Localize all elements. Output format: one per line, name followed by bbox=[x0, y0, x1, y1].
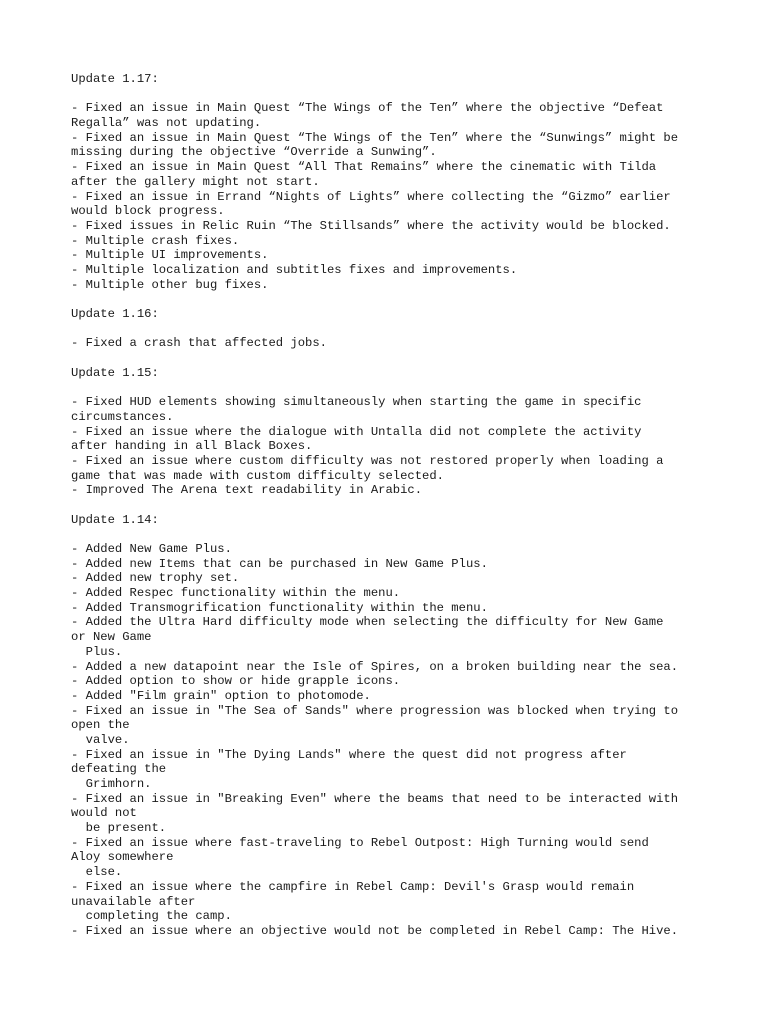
patch-note-line: open the bbox=[71, 718, 130, 733]
patch-note-line: - Multiple crash fixes. bbox=[71, 233, 240, 248]
update-section bbox=[71, 307, 751, 366]
update-sections bbox=[71, 72, 751, 939]
patch-note-line: - Multiple other bug fixes. bbox=[71, 277, 269, 292]
patch-note-line: Regalla” was not updating. bbox=[71, 116, 262, 131]
update-section bbox=[71, 366, 751, 513]
patch-note-line: - Added Respec functionality within the menu. bbox=[71, 586, 401, 601]
patch-note-line: game that was made with custom difficulty selected. bbox=[71, 468, 444, 483]
patch-note-line: - Fixed an issue in "Breaking Even" where the beams that need to be interacted with bbox=[71, 791, 679, 806]
patch-note-line: - Fixed an issue in "The Sea of Sands" where progression was blocked when trying to bbox=[71, 703, 679, 718]
patch-note-line: completing the camp. bbox=[71, 909, 232, 924]
patch-note-line: circumstances. bbox=[71, 409, 174, 424]
patch-note-line: - Added "Film grain" option to photomode. bbox=[71, 688, 371, 703]
patch-note-line: missing during the objective “Override a Sunwing”. bbox=[71, 145, 437, 160]
patch-note-line: after the gallery might not start. bbox=[71, 174, 320, 189]
patch-note-line: Aloy somewhere bbox=[71, 850, 174, 865]
patch-note-line: - Added the Ultra Hard difficulty mode when selecting the difficulty for New Game bbox=[71, 615, 664, 630]
update-heading: Update 1.14: bbox=[71, 512, 159, 527]
patch-note-line: Grimhorn. bbox=[71, 777, 152, 791]
patch-notes-document bbox=[71, 72, 751, 939]
patch-note-line: - Fixed an issue where the campfire in Rebel Camp: Devil's Grasp would remain bbox=[71, 879, 635, 894]
update-heading: Update 1.15: bbox=[71, 365, 159, 380]
patch-note-line: - Added new trophy set. bbox=[71, 571, 240, 586]
patch-note-line: - Added a new datapoint near the Isle of Spires, on a broken building near the sea. bbox=[71, 659, 679, 674]
patch-note-line: - Multiple localization and subtitles fixes and improvements. bbox=[71, 262, 518, 277]
patch-note-line: - Added option to show or hide grapple icons. bbox=[71, 674, 401, 689]
patch-note-line: would not bbox=[71, 806, 137, 821]
patch-note-line: - Fixed an issue where fast-traveling to Rebel Outpost: High Turning would send bbox=[71, 835, 649, 850]
patch-note-line: - Fixed issues in Relic Ruin “The Stillsands” where the activity would be blocked. bbox=[71, 218, 671, 233]
patch-note-line: - Added New Game Plus. bbox=[71, 542, 232, 556]
patch-note-line: be present. bbox=[71, 821, 167, 836]
update-heading: Update 1.17: bbox=[71, 72, 159, 86]
update-heading: Update 1.16: bbox=[71, 307, 159, 321]
patch-note-line: - Improved The Arena text readability in Arabic. bbox=[71, 483, 423, 498]
patch-note-line: - Fixed an issue in Main Quest “The Wings of the Ten” where the objective “Defeat bbox=[71, 101, 664, 116]
patch-note-line: - Fixed an issue in Errand “Nights of Lights” where collecting the “Gizmo” earlier bbox=[71, 189, 671, 204]
patch-note-line: - Fixed HUD elements showing simultaneously when starting the game in specific bbox=[71, 395, 642, 410]
patch-note-line: would block progress. bbox=[71, 204, 225, 219]
patch-note-line: - Fixed an issue in Main Quest “The Wings of the Ten” where the “Sunwings” might be bbox=[71, 130, 679, 145]
patch-note-line: - Fixed an issue where the dialogue with Untalla did not complete the activity bbox=[71, 424, 642, 439]
update-section bbox=[71, 72, 751, 307]
patch-note-line: - Fixed a crash that affected jobs. bbox=[71, 336, 327, 351]
patch-note-line: else. bbox=[71, 865, 123, 880]
update-section bbox=[71, 513, 751, 939]
patch-note-line: or New Game bbox=[71, 630, 152, 645]
patch-note-line: after handing in all Black Boxes. bbox=[71, 439, 313, 454]
patch-note-line: - Fixed an issue where an objective would not be completed in Rebel Camp: The Hive. bbox=[71, 923, 679, 938]
patch-note-line: - Added new Items that can be purchased in New Game Plus. bbox=[71, 556, 488, 571]
patch-note-line: valve. bbox=[71, 732, 130, 747]
patch-note-line: - Fixed an issue where custom difficulty was not restored properly when loading a bbox=[71, 453, 664, 468]
patch-note-line: - Added Transmogrification functionality within the menu. bbox=[71, 600, 488, 615]
patch-note-line: - Fixed an issue in "The Dying Lands" where the quest did not progress after bbox=[71, 747, 627, 762]
patch-note-line: defeating the bbox=[71, 762, 167, 777]
patch-note-line: unavailable after bbox=[71, 894, 196, 909]
patch-note-line: Plus. bbox=[71, 644, 123, 659]
patch-note-line: - Multiple UI improvements. bbox=[71, 248, 269, 263]
patch-note-line: - Fixed an issue in Main Quest “All That Remains” where the cinematic with Tilda bbox=[71, 160, 657, 175]
